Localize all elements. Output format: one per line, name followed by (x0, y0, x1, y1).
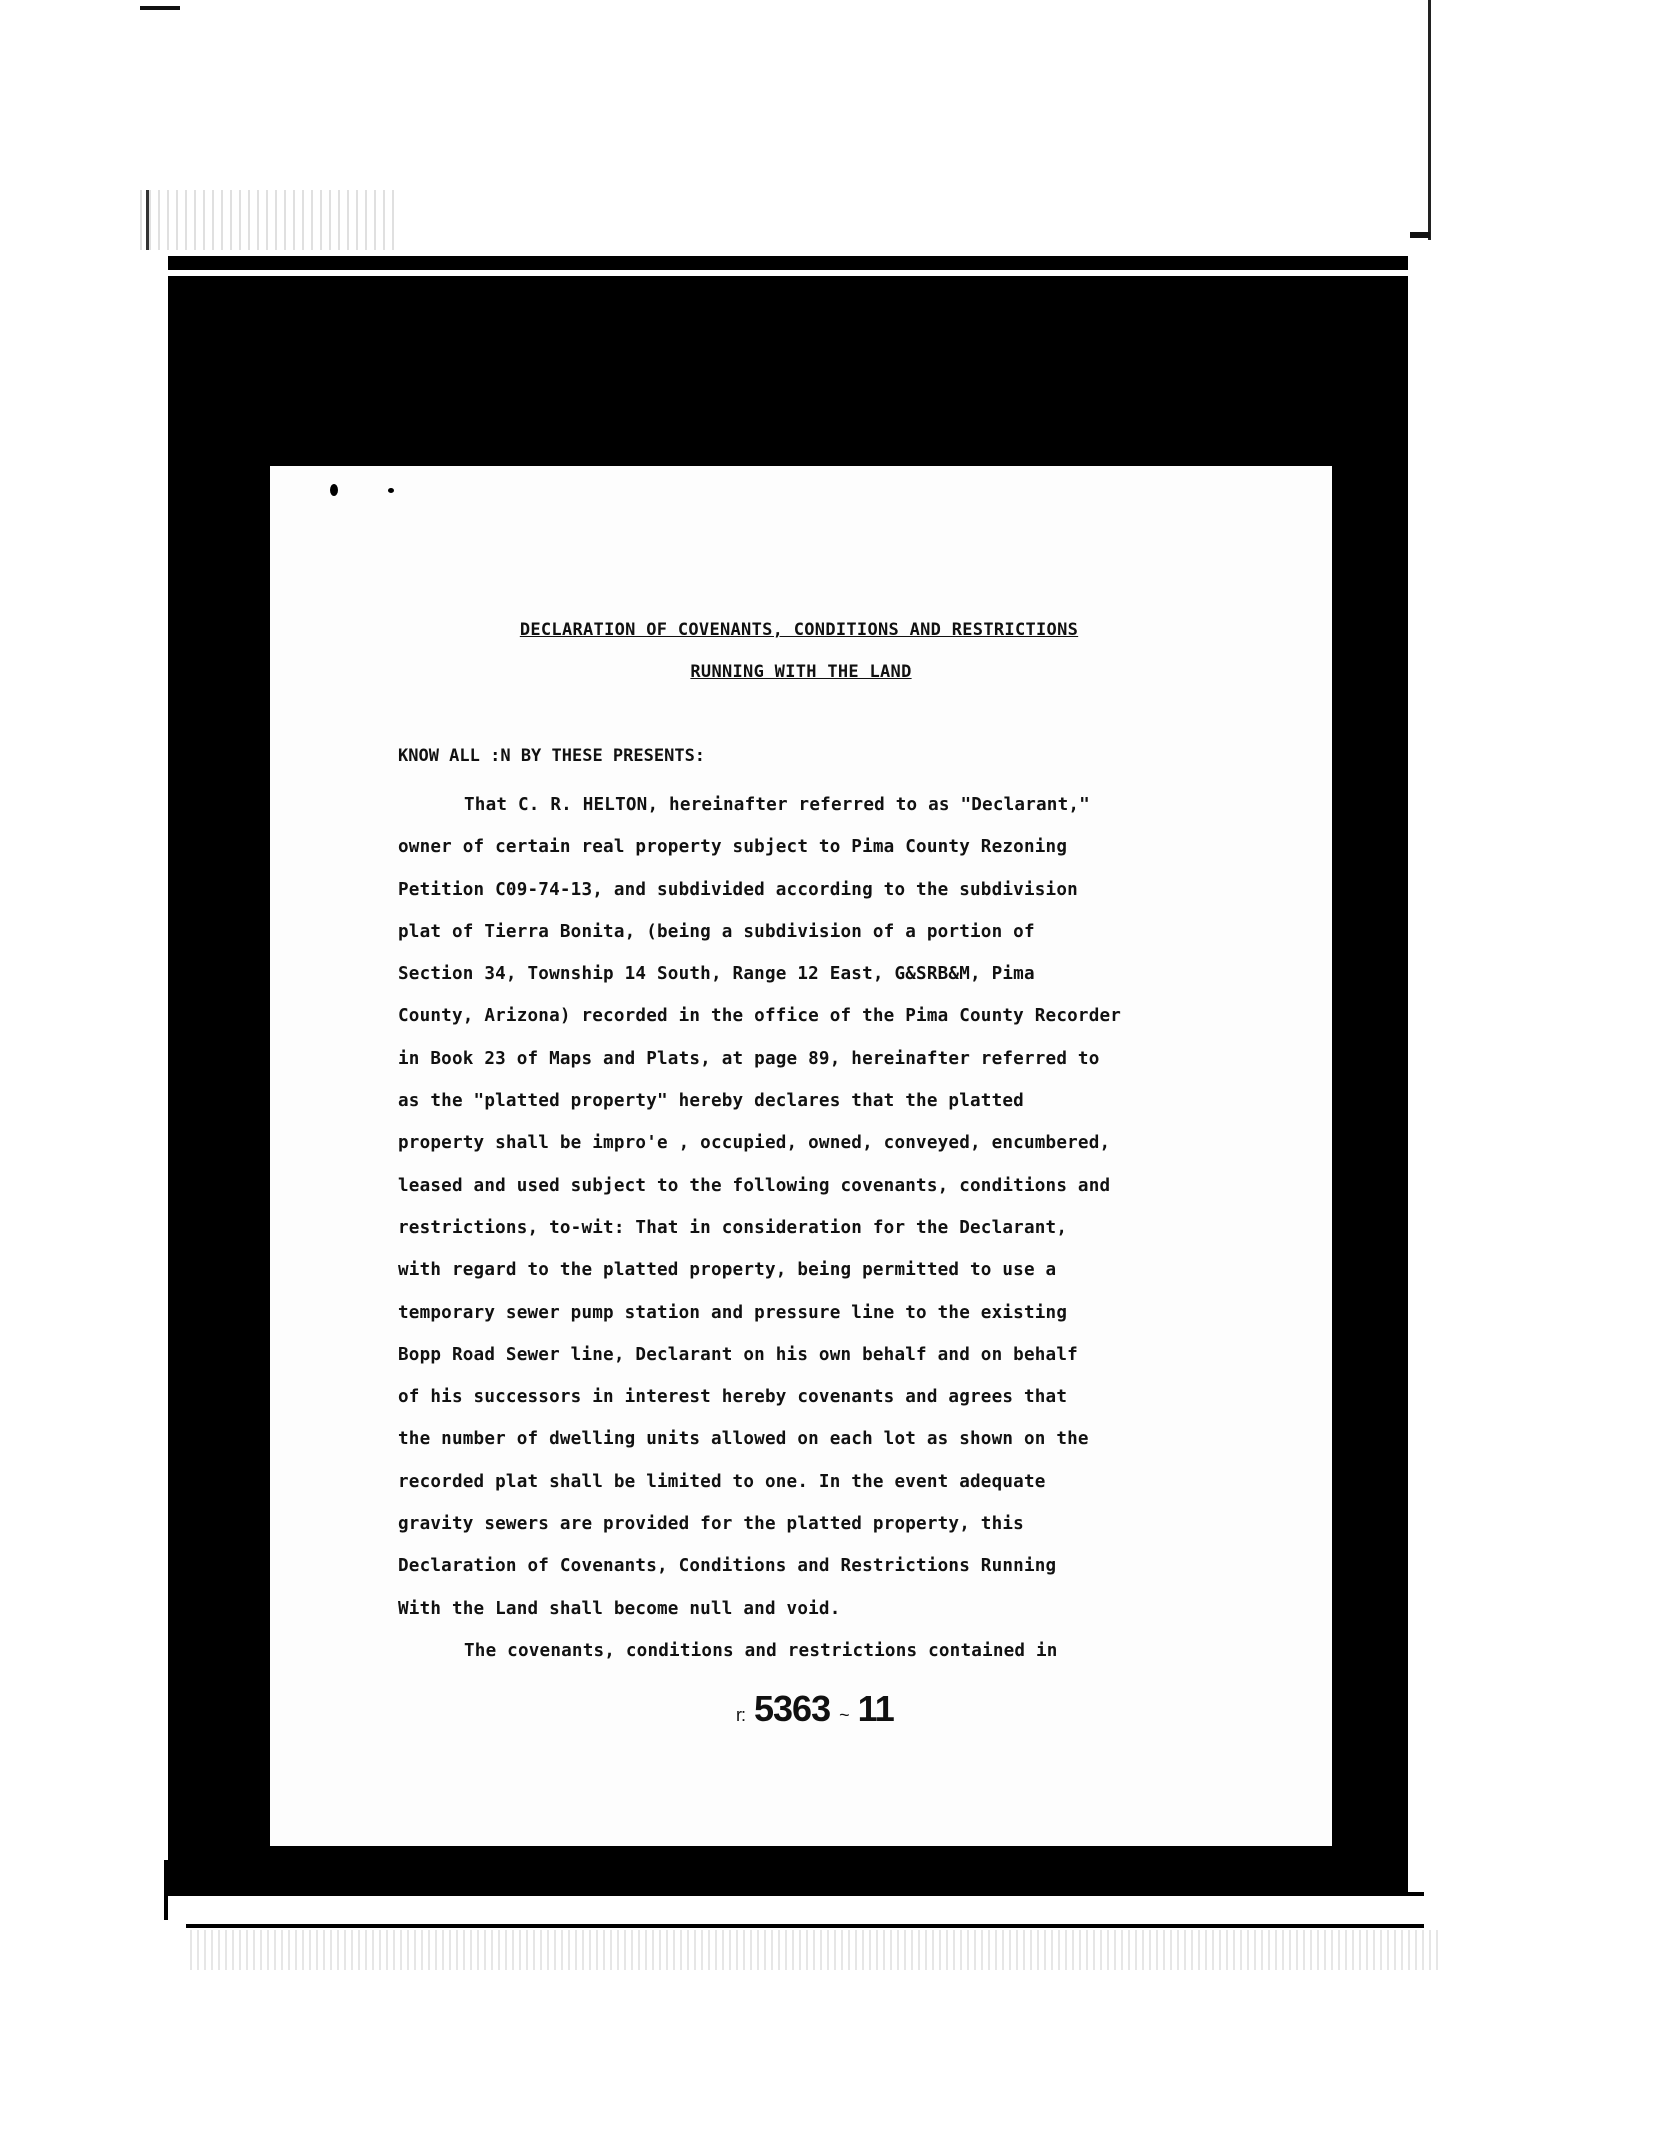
body-line: County, Arizona) recorded in the office of the Pima County Recorder (398, 1006, 1122, 1027)
document-title-line-1: DECLARATION OF COVENANTS, CONDITIONS AND RESTRICTIONS (519, 620, 1079, 640)
scan-right-tick (1410, 232, 1430, 238)
document-page (270, 466, 1332, 1846)
salutation: KNOW ALL :N BY THESE PRESENTS: (398, 746, 706, 766)
body-line: the number of dwelling units allowed on each lot as shown on the (398, 1429, 1089, 1450)
stamp-page-number: 11 (857, 1688, 894, 1729)
body-line: restrictions, to-wit: That in consideration for the Declarant, (398, 1217, 1068, 1238)
recorder-page-stamp (736, 1688, 894, 1730)
body-line: Petition C09-74-13, and subdivided according to the subdivision (398, 879, 1078, 900)
stamp-prefix: r: (736, 1705, 745, 1725)
stamp-book-number: 5363 (754, 1688, 831, 1729)
scan-speck (330, 484, 338, 496)
body-line: temporary sewer pump station and pressure line to the existing (398, 1302, 1068, 1323)
scan-corner-mark (140, 6, 180, 10)
body-line: That C. R. HELTON, hereinafter referred to as "Declarant," (464, 795, 1090, 815)
body-line: in Book 23 of Maps and Plats, at page 89, hereinafter referred to (398, 1048, 1100, 1069)
scan-speck (388, 488, 394, 493)
body-line: Declaration of Covenants, Conditions and Restrictions Running (398, 1556, 1057, 1577)
body-line: of his successors in interest hereby covenants and agrees that (398, 1387, 1068, 1408)
body-paragraph (398, 784, 1258, 1672)
body-line: Section 34, Township 14 South, Range 12 East, G&SRB&M, Pima (398, 964, 1035, 985)
scan-left-tick (146, 190, 149, 250)
frame-bottom-band (186, 1892, 1424, 1928)
body-line: owner of certain real property subject to Pima County Rezoning (398, 837, 1068, 858)
frame-top-gap (168, 270, 1408, 276)
scan-smudge-top (140, 190, 400, 250)
scan-noise-bottom (190, 1930, 1440, 1970)
body-line: with regard to the platted property, being permitted to use a (398, 1260, 1057, 1281)
stamp-separator: ~ (839, 1705, 849, 1725)
body-line: plat of Tierra Bonita, (being a subdivision of a portion of (398, 921, 1035, 942)
body-line: recorded plat shall be limited to one. In the event adequate (398, 1471, 1046, 1492)
body-line: The covenants, conditions and restrictions contained in (464, 1640, 1058, 1661)
frame-left-line (164, 1860, 168, 1920)
body-line: as the "platted property" hereby declares that the platted (398, 1091, 1024, 1112)
body-line: gravity sewers are provided for the platted property, this (398, 1514, 1024, 1535)
scan-right-line (1428, 0, 1431, 240)
body-line: leased and used subject to the following covenants, conditions and (398, 1175, 1111, 1196)
body-line: With the Land shall become null and void. (398, 1598, 841, 1619)
body-line: property shall be impro'e , occupied, owned, conveyed, encumbered, (398, 1133, 1111, 1154)
body-line: Bopp Road Sewer line, Declarant on his own behalf and on behalf (398, 1344, 1078, 1365)
document-title-line-2: RUNNING WITH THE LAND (690, 662, 912, 682)
